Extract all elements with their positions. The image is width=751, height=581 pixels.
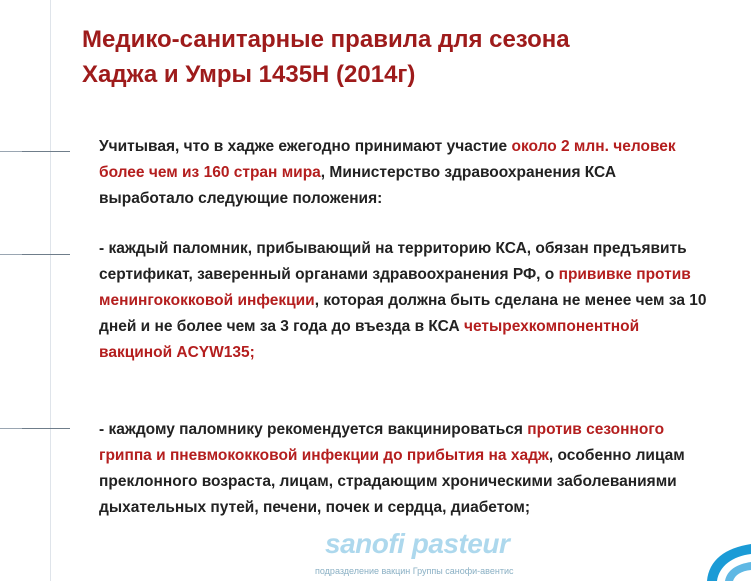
recommendation-paragraph — [99, 417, 709, 521]
watermark-brand: sanofi pasteur — [325, 528, 510, 559]
intro-highlight: около 2 млн. человек более чем из 160 стран мира — [99, 138, 676, 181]
requirement-highlight: прививке против менингококковой инфекции — [99, 266, 691, 309]
title-line-1: Медико-санитарные правила для сезона — [82, 26, 570, 53]
recommendation-highlight: против сезонного гриппа и пневмококковой инфекции до прибытия на хадж — [99, 421, 665, 464]
margin-marker — [0, 254, 70, 255]
recommendation-text-end: , особенно лицам преклонного возраста, лицам, страдающим хроническими заболеваниями дыхательных путей, печени, почек и сердца, диабетом; — [99, 447, 685, 516]
requirement-text-middle: , которая должна быть сделана не менее чем за 10 дней и не более чем за 3 года до въезда в КСА — [99, 292, 707, 335]
slide-title — [82, 22, 722, 92]
recommendation-text: - каждому паломнику рекомендуется вакцинироваться — [99, 421, 528, 438]
sanofi-pasteur-watermark — [275, 528, 515, 578]
intro-text-end: , Министерство здравоохранения КСА выработало следующие положения: — [99, 164, 617, 207]
intro-text: Учитывая, что в хадже ежегодно принимают участие — [99, 138, 512, 155]
swirl-logo-icon — [695, 520, 751, 581]
title-line-2: Хаджа и Умры 1435Н (2014г) — [82, 61, 416, 88]
intro-paragraph — [99, 134, 709, 212]
watermark-tagline: подразделение вакцин Группы санофи-авентис — [315, 566, 514, 576]
left-margin-rule — [50, 0, 51, 581]
margin-marker — [0, 428, 70, 429]
requirement-text: - каждый паломник, прибывающий на территорию КСА, обязан предъявить сертификат, заверенный органами здравоохранения РФ, о — [99, 240, 687, 283]
vaccine-highlight: четырехкомпонентной вакциной ACYW135; — [99, 318, 640, 361]
meningococcal-requirement-paragraph — [99, 236, 709, 366]
margin-marker — [0, 151, 70, 152]
